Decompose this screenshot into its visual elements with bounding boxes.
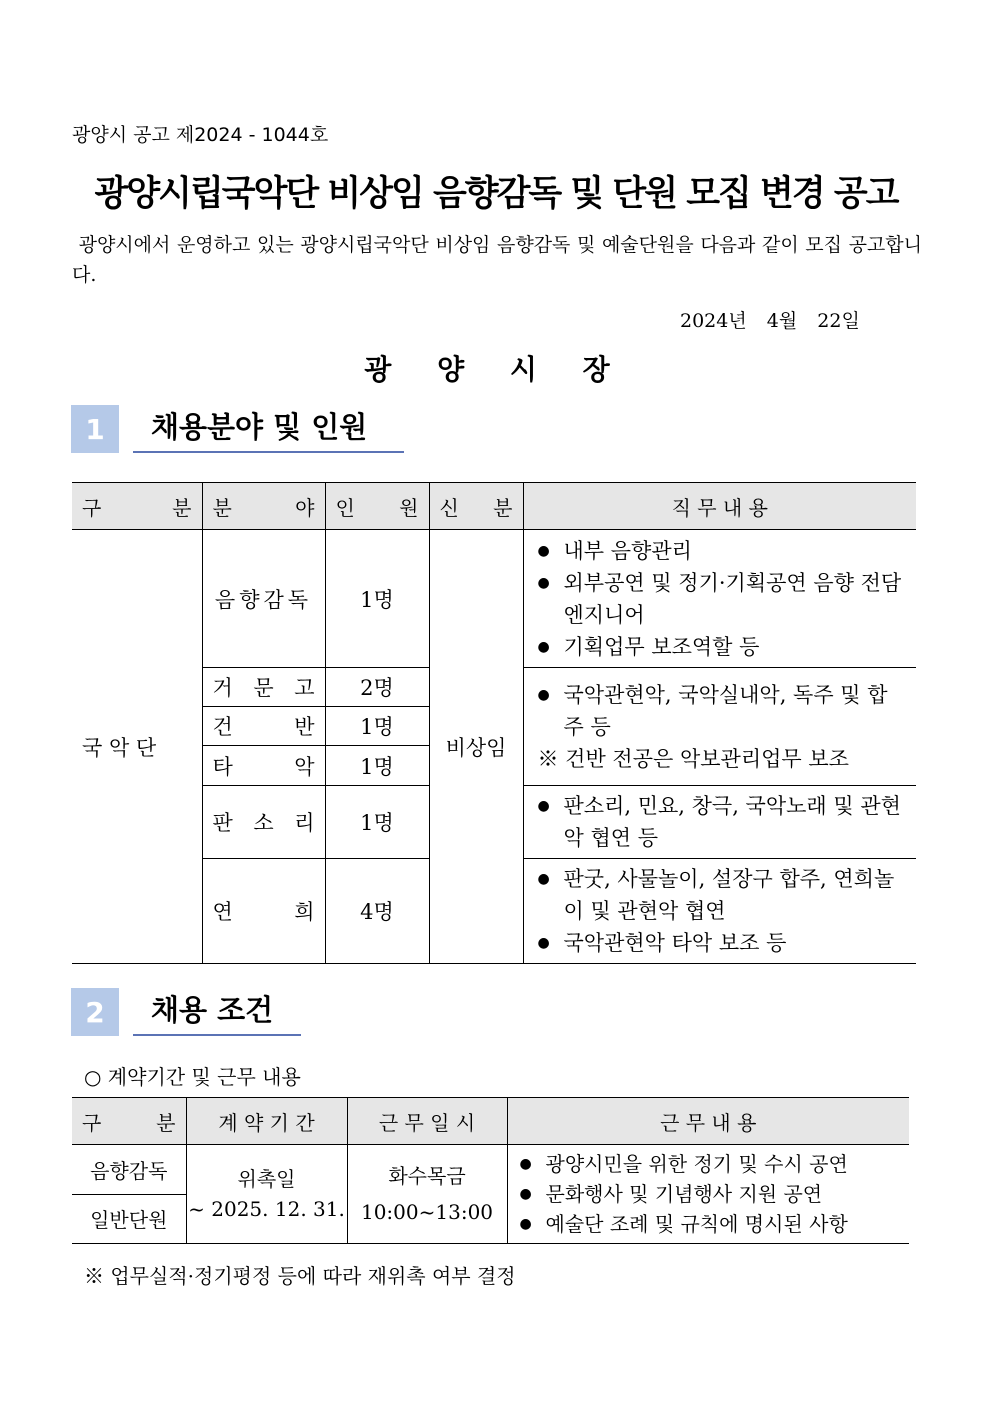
section2-subtitle: ○ 계약기간 및 근무 내용 (84, 1065, 301, 1089)
header-count: 인 원 (325, 483, 429, 530)
duty-item: ● 내부 음향관리 (538, 535, 907, 567)
duties-yeonhui (523, 859, 916, 964)
duty-item: ● 판굿, 사물놀이, 설장구 합주, 연희놀이 및 관현악 협연 (538, 863, 907, 927)
status-cell: 비상임 (429, 530, 523, 964)
count-pansori: 1명 (325, 786, 429, 859)
header-work-content: 근 무 내 용 (507, 1098, 909, 1145)
header-category: 구 분 (72, 483, 202, 530)
header-duties: 직 무 내 용 (523, 483, 916, 530)
duty-item: ● 문화행사 및 기념행사 지원 공연 (520, 1179, 900, 1209)
duty-item: ● 국악관현악 타악 보조 등 (538, 927, 907, 959)
field-geonban: 건 반 (202, 707, 325, 746)
contract-start: 위촉일 (237, 1167, 296, 1191)
duty-item: ● 판소리, 민요, 창극, 국악노래 및 관현악 협연 등 (538, 790, 907, 854)
contract-end: ~ 2025. 12. 31. (188, 1197, 345, 1221)
duties-instruments (523, 668, 916, 786)
duty-note: ※ 건반 전공은 악보관리업무 보조 (537, 746, 849, 771)
intro-paragraph: 광양시에서 운영하고 있는 광양시립국악단 비상임 음향감독 및 예술단원을 다음과 같이 모집 공고합니다. (72, 234, 922, 286)
work-days: 화수목금 (388, 1164, 466, 1188)
section1-title: 채용분야 및 인원 (133, 405, 404, 453)
date-year: 2024년 (680, 310, 747, 332)
header-category: 구 분 (72, 1098, 186, 1145)
conditions-table (72, 1097, 909, 1244)
count-geomungo: 2명 (325, 668, 429, 707)
duty-item: ● 예술단 조례 및 규칙에 명시된 사항 (520, 1209, 900, 1239)
count-sound: 1명 (325, 530, 429, 668)
field-yeonhui: 연 희 (202, 859, 325, 964)
work-hours: 10:00~13:00 (360, 1200, 494, 1224)
header-status: 신 분 (429, 483, 523, 530)
header-contract: 계 약 기 간 (186, 1098, 347, 1145)
date-day: 22일 (817, 310, 860, 332)
field-pansori: 판 소 리 (202, 786, 325, 859)
duty-item: ● 외부공연 및 정기·기획공연 음향 전담 엔지니어 (538, 567, 907, 631)
recruitment-table (72, 482, 916, 964)
page-title: 광양시립국악단 비상임 음향감독 및 단원 모집 변경 공고 (94, 174, 898, 214)
group-cell: 국 악 단 (72, 530, 202, 964)
issuer: 광 양 시 장 (364, 353, 628, 386)
notice-number: 광양시 공고 제2024 - 1044호 (72, 124, 329, 146)
count-geonban: 1명 (325, 707, 429, 746)
section2-title: 채용 조건 (133, 988, 301, 1036)
duty-item: ● 광양시민을 위한 정기 및 수시 공연 (520, 1149, 900, 1179)
field-taak: 타 악 (202, 746, 325, 786)
section1-number: 1 (71, 405, 119, 453)
duties-sound (523, 530, 916, 668)
row-general-member: 일반단원 (72, 1194, 186, 1244)
header-work-time: 근 무 일 시 (347, 1098, 507, 1145)
count-taak: 1명 (325, 746, 429, 786)
work-schedule (347, 1145, 507, 1244)
field-geomungo: 거 문 고 (202, 668, 325, 707)
duty-item: ● 기획업무 보조역할 등 (538, 631, 907, 663)
field-sound: 음향감독 (202, 530, 325, 668)
work-content (507, 1145, 909, 1244)
contract-period (186, 1145, 347, 1244)
duty-item: ● 국악관현악, 국악실내악, 독주 및 합주 등 (538, 679, 907, 743)
section2-number: 2 (71, 988, 119, 1036)
duties-pansori (523, 786, 916, 859)
count-yeonhui: 4명 (325, 859, 429, 964)
row-sound-director: 음향감독 (72, 1145, 186, 1195)
reappointment-note: ※ 업무실적·정기평정 등에 따라 재위촉 여부 결정 (84, 1264, 516, 1288)
date-month: 4월 (766, 310, 798, 332)
header-field: 분 야 (202, 483, 325, 530)
notice-date (680, 306, 874, 333)
